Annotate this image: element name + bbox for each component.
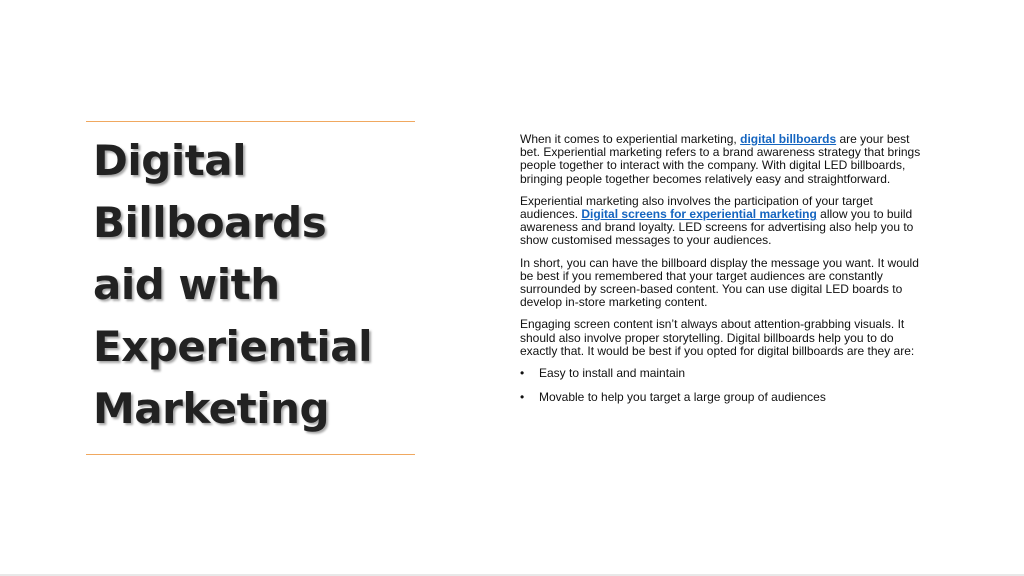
title-line: Marketing xyxy=(93,384,330,433)
paragraph-2-text-after: allow you to build awareness and brand loyalty. LED screens for advertising also help you to show customised messages to your audiences. xyxy=(520,207,914,248)
title-line: Experiential xyxy=(93,322,373,371)
title-bottom-rule xyxy=(86,454,415,455)
bullet-text: Movable to help you target a large group of audiences xyxy=(539,390,826,405)
list-item xyxy=(520,367,930,380)
paragraph-2-text-before: Experiential marketing also involves the participation of your target audiences. xyxy=(520,193,873,222)
title-line: Billboards xyxy=(93,198,327,247)
title-line: aid with xyxy=(93,260,280,309)
paragraph-4: Engaging screen content isn’t always about attention-grabbing visuals. It should also involve proper storytelling. Digital billboards help you to do exactly that. It would be best if you opted for digital billboards are they are: xyxy=(520,317,915,358)
bullet-list xyxy=(520,367,930,404)
paragraph-1 xyxy=(520,133,930,186)
bullet-icon: • xyxy=(520,366,525,381)
bullet-text: Easy to install and maintain xyxy=(539,366,686,381)
digital-billboards-link[interactable]: digital billboards xyxy=(740,132,837,146)
bullet-icon: • xyxy=(520,390,525,405)
paragraph-2 xyxy=(520,195,930,248)
paragraph-1-text-after: are your best bet. Experiential marketing refers to a brand awareness strategy that brings people together to interact with the company. With digital LED billboards, bringing people together becomes relatively easy and straightforward. xyxy=(520,132,921,186)
digital-screens-link[interactable]: Digital screens for experiential marketing xyxy=(581,207,817,222)
body-text xyxy=(520,133,930,415)
slide-title xyxy=(93,130,413,440)
paragraph-1-text-before: When it comes to experiential marketing, xyxy=(520,132,741,146)
list-item xyxy=(520,391,930,404)
title-line: Digital xyxy=(93,136,247,185)
title-top-rule xyxy=(86,121,415,122)
paragraph-3: In short, you can have the billboard display the message you want. It would be best if you remembered that your target audiences are constantly surrounded by screen-based content. You can use digital LED boards to develop in-store marketing content. xyxy=(520,255,919,310)
